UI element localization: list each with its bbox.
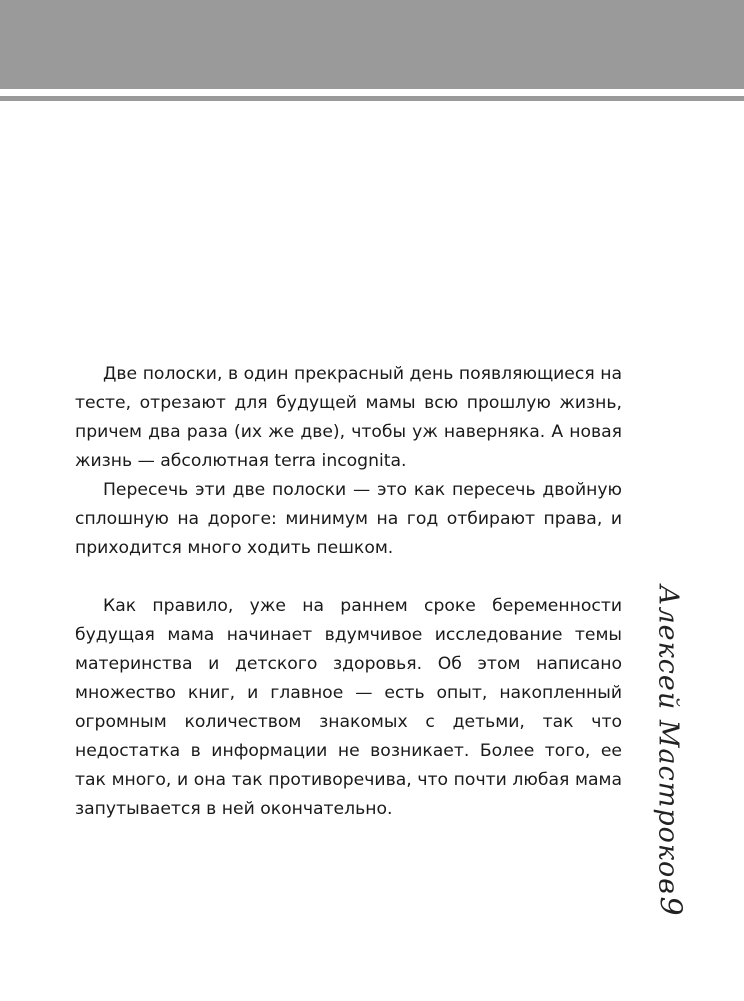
header-rule	[0, 96, 744, 101]
author-signature: Алексей Мастроков	[652, 585, 684, 895]
page-number: 9	[652, 896, 688, 916]
paragraph: Пересечь эти две полоски — это как пересечь двойную сплошную на дороге: минимум на год отбирают права, и приходится много ходить пешком.	[75, 480, 622, 558]
paragraph: Две полоски, в один прекрасный день появляющиеся на тесте, отрезают для будущей мамы всю прошлую жизнь, причем два раза (их же две), чтобы уж наверняка. А новая жизнь — абсолютная terra incognita.	[75, 364, 622, 471]
header-band	[0, 0, 744, 89]
paragraph: Как правило, уже на раннем сроке беременности будущая мама начинает вдумчивое исследование темы материнства и детского здоровья. Об этом написано множество книг, и главное — есть опыт, накопленный огромным количеством знакомых с детьми, так что недостатка в информации не возникает. Более того, ее так много, и она так противоречива, что почти любая мама запутывается в ней окончательно.	[75, 596, 622, 819]
text-block-intro	[75, 360, 622, 563]
text-block-main	[75, 592, 622, 824]
